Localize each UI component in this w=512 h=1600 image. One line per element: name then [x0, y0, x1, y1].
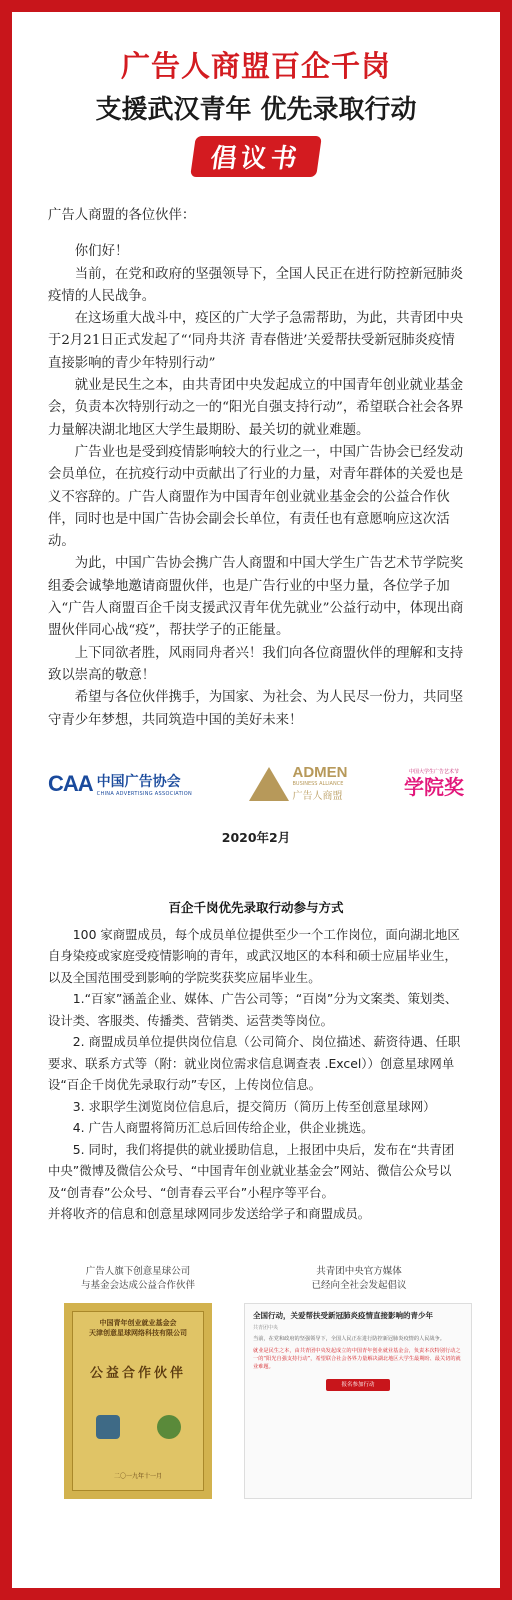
letter-paragraph: 为此，中国广告协会携广告人商盟和中国大学生广告艺术节学院奖组委会诚挚地邀请商盟伙伴，也是广告行业的中坚力量，各位学子加入“广告人商盟百企千岗支援武汉青年优先就业”公益行动中，体现出商盟伙伴同心战“疫”，帮扶学子的正能量。 [48, 556, 464, 639]
cert-title: 公益合作伙伴 [89, 1365, 186, 1381]
article-join-button[interactable]: 报名参加行动 [326, 1379, 390, 1391]
method-paragraph: 100 家商盟成员，每个成员单位提供至少一个工作岗位，面向湖北地区自身染疫或家庭受疫情影响的青年，或武汉地区的本科和硕士应届毕业生，以及全国范围受到影响的学院奖获奖应届毕业生。 [48, 926, 460, 985]
panel-caption: 共青团中央官方媒体 [316, 1265, 402, 1277]
caa-mark: CAA [48, 770, 93, 796]
panel-caption: 与基金会达成公益合作伙伴 [80, 1279, 195, 1291]
cert-date: 二〇一九年十一月 [113, 1472, 162, 1480]
method-item: 2. 商盟成员单位提供岗位信息（公司简介、岗位描述、薪资待遇、任职要求、联系方式等（附：就业岗位需求信息调查表 .Excel））创意星球网单设“百企千岗优先录取行动”专区，上传岗位信息。 [48, 1034, 461, 1093]
letter-paragraph: 就业是民生之本，由共青团中央发起成立的中国青年创业就业基金会，负责本次特别行动之一的“阳光自强支持行动”，希望联合社会各界力量解决湖北地区大学生最期盼、最关切的就业难题。 [48, 378, 464, 438]
method-item: 4. 广告人商盟将简历汇总后回传给企业，供企业挑选。 [72, 1120, 374, 1136]
article-body: 当前，在党和政府的坚强领导下，全国人民正在进行防控新冠肺炎疫情的人民战争。 [253, 1335, 445, 1342]
proposal-seal: 倡议书 [190, 136, 322, 177]
caa-name-en: CHINA ADVERTISING ASSOCIATION [96, 790, 193, 797]
letter-paragraph: 广告业也是受到疫情影响较大的行业之一，中国广告协会已经发动会员单位，在抗疫行动中贡献出了行业的力量，对青年群体的关爱也是义不容辞的。广告人商盟作为中国青年创业就业基金会的公益合作伙伴，同时也是中国广告协会副会长单位，有责任也有意愿响应这次活动。 [48, 444, 464, 550]
caa-name-cn: 中国广告协会 [96, 773, 181, 790]
article-meta: 共青团中央 [253, 1324, 279, 1331]
official-media-panel [244, 1265, 474, 1499]
method-closing: 并将收齐的信息和创意星球网同步发送给学子和商盟成员。 [48, 1206, 371, 1222]
seal-wrap [12, 136, 500, 177]
article-screenshot [244, 1303, 472, 1499]
article-highlight: 就业是民生之本，由共青团中央发起成立的中国青年创业就业基金会，负责本次特别行动之一的“阳光自强支持行动”，希望联合社会各界力量解决湖北地区大学生最期盼、最关切的就业难题。 [253, 1347, 461, 1370]
award-name: 学院奖 [403, 775, 464, 800]
letter-paragraph: 在这场重大战斗中，疫区的广大学子急需帮助，为此，共青团中央于2月21日正式发起了“‘同舟共济 青春偕进’关爱帮扶受新冠肺炎疫情直接影响的青少年特别行动” [48, 311, 464, 371]
caa-logo [48, 771, 192, 797]
admen-name-en: ADMEN [292, 764, 348, 782]
issue-date: 2020年2月 [221, 829, 291, 845]
partner-certificate-panel [38, 1265, 238, 1499]
letter-salutation: 广告人商盟的各位伙伴： [48, 208, 196, 223]
award-subtitle: 中国大学生广告艺术节 [408, 769, 459, 776]
bottom-panels [12, 1265, 500, 1499]
method-item: 3. 求职学生浏览岗位信息后，提交简历（简历上传至创意星球网） [72, 1098, 436, 1114]
cert-org: 中国青年创业就业基金会 [99, 1318, 177, 1327]
method-item: 5. 同时，我们将提供的就业援助信息，上报团中央后，发布在“共青团中央”微博及微信公众号、“中国青年创业就业基金会”网站、微信公众号以及“创青春”公众号、“创青春云平台”小程序等平台。 [48, 1141, 455, 1200]
admen-name-cn: 广告人商盟 [292, 791, 343, 803]
panel-caption: 已经向全社会发起倡议 [311, 1279, 407, 1291]
article-title: 全国行动，关爱帮扶受新冠肺炎疫情直接影响的青少年 [253, 1310, 433, 1320]
sub-title: 支援武汉青年 优先录取行动 [95, 95, 417, 125]
method-item: 1.“百家”涵盖企业、媒体、广告公司等；“百岗”分为文案类、策划类、设计类、客服类、传播类、营销类、运营类等岗位。 [48, 991, 458, 1028]
award-logo [404, 768, 464, 799]
cyfee-logo-icon [96, 1415, 120, 1439]
panel-caption: 广告人旗下创意星球公司 [85, 1265, 191, 1277]
participation-method [12, 924, 500, 1225]
triangle-icon [249, 767, 289, 801]
letter-paragraph: 你们好！ [74, 244, 129, 260]
admen-subtitle: BUSINESS ALLIANCE [292, 781, 344, 788]
letter-paragraph: 上下同欲者胜，风雨同舟者兴！我们向各位商盟伙伴的理解和支持致以崇高的敬意！ [48, 645, 464, 683]
letter-paragraph: 当前，在党和政府的坚强领导下，全国人民正在进行防控新冠肺炎疫情的人民战争。 [48, 266, 464, 304]
letter-paragraph: 希望与各位伙伴携手，为国家、为社会、为人民尽一份力，共同坚守青少年梦想，共同筑造中国的美好未来！ [48, 690, 464, 728]
method-title: 百企千岗优先录取行动参与方式 [168, 899, 344, 915]
cert-org: 天津创意星球网络科技有限公司 [89, 1328, 187, 1337]
certificate-image [64, 1303, 212, 1499]
admen-logo [249, 765, 348, 802]
proposal-letter [12, 205, 500, 732]
poster-header [12, 12, 500, 177]
main-title: 广告人商盟百企千岗 [120, 49, 391, 83]
sponsor-logos [12, 760, 500, 808]
planet-logo-icon [157, 1415, 181, 1439]
